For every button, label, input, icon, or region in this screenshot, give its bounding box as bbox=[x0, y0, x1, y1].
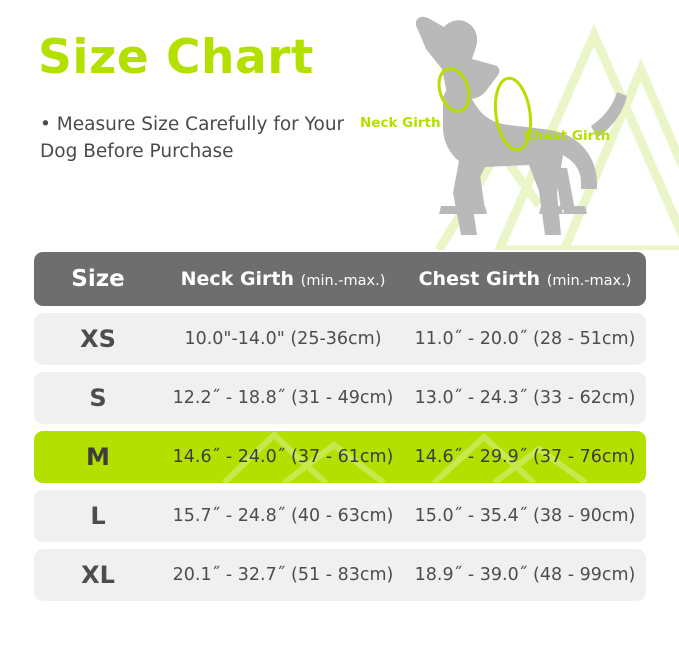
row-size: XL bbox=[81, 561, 115, 589]
table-header-row bbox=[34, 252, 646, 306]
page-title: Size Chart bbox=[38, 30, 314, 85]
row-chest-girth: 11.0˝ - 20.0˝ (28 - 51cm) bbox=[414, 329, 636, 349]
row-chest-girth: 15.0˝ - 35.4˝ (38 - 90cm) bbox=[414, 506, 636, 526]
table-row bbox=[34, 490, 646, 542]
table-row bbox=[34, 313, 646, 365]
table-row bbox=[34, 372, 646, 424]
header-neck-girth-main: Neck Girth bbox=[180, 268, 301, 290]
header-neck-girth-sub: (min.-max.) bbox=[300, 273, 386, 289]
table-row-highlighted bbox=[34, 431, 646, 483]
instruction-text: • Measure Size Carefully for Your Dog Before Purchase bbox=[40, 114, 345, 162]
row-neck-girth: 12.2˝ - 18.8˝ (31 - 49cm) bbox=[172, 388, 394, 408]
row-size: S bbox=[89, 384, 107, 412]
header-neck-girth bbox=[162, 268, 404, 290]
row-neck-girth: 14.6˝ - 24.0˝ (37 - 61cm) bbox=[172, 447, 394, 467]
table-row bbox=[34, 549, 646, 601]
dog-silhouette-icon bbox=[355, 8, 665, 258]
row-chest-girth: 13.0˝ - 24.3˝ (33 - 62cm) bbox=[414, 388, 636, 408]
size-table bbox=[34, 252, 646, 608]
header-chest-girth-main: Chest Girth bbox=[418, 268, 547, 290]
neck-girth-label: Neck Girth bbox=[360, 115, 441, 131]
row-neck-girth: 10.0"-14.0" (25-36cm) bbox=[184, 329, 382, 349]
chest-girth-label: Chest Girth bbox=[524, 128, 611, 144]
row-size: L bbox=[90, 502, 106, 530]
header-size: Size bbox=[71, 266, 125, 292]
row-size: XS bbox=[80, 325, 116, 353]
row-chest-girth: 18.9˝ - 39.0˝ (48 - 99cm) bbox=[414, 565, 636, 585]
header-chest-girth-sub: (min.-max.) bbox=[546, 273, 632, 289]
dog-illustration bbox=[355, 8, 665, 258]
header-chest-girth bbox=[404, 268, 646, 290]
row-neck-girth: 20.1˝ - 32.7˝ (51 - 83cm) bbox=[172, 565, 394, 585]
row-size: M bbox=[86, 443, 110, 471]
row-neck-girth: 15.7˝ - 24.8˝ (40 - 63cm) bbox=[172, 506, 394, 526]
row-chest-girth: 14.6˝ - 29.9˝ (37 - 76cm) bbox=[414, 447, 636, 467]
